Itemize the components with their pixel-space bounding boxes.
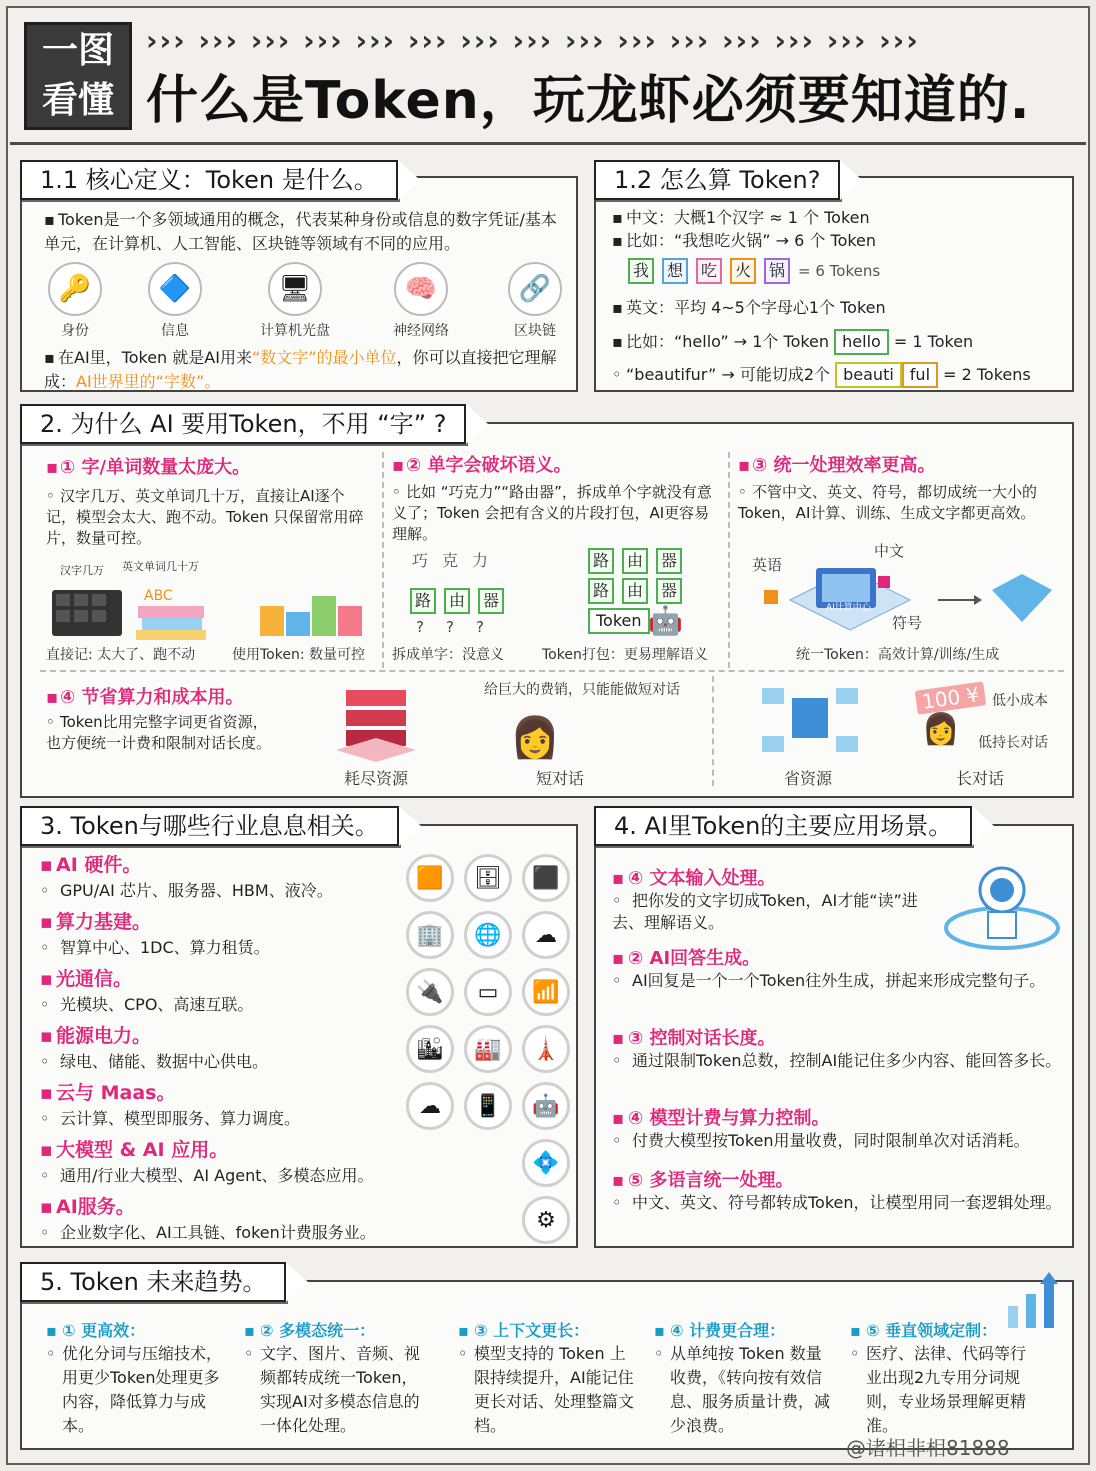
- split-char: 巧: [412, 551, 443, 570]
- s2-c4-cap-4: 长对话: [956, 769, 1005, 788]
- s11-ai-token-d: AI世界里的“字数”。: [76, 372, 221, 391]
- s2-divider-2: [728, 452, 730, 668]
- s3-row-desc: ◦ 光模块、CPO、高速互联。: [40, 995, 254, 1014]
- section-1-2-tab: 1.2 怎么算 Token?: [594, 160, 840, 200]
- s2-c2-cap-1: 拆成单字：没意义: [392, 647, 504, 663]
- s12-line-1: ▪ 中文：大概1个汉字 ≈ 1 个 Token: [612, 208, 870, 227]
- s2-c2-desc: ◦ 比如 “巧克力”“路由器”，拆成单个字就没有意义了；Token 会把有含义的片段打包，AI更容易理解。: [392, 483, 712, 543]
- s5-col-desc-text: 模型支持的 Token 上限持续提升，AI能记住更长对话、处理整篇文档。: [474, 1344, 635, 1435]
- s2-c1-tag-2: 英文单词几十万: [122, 560, 199, 573]
- s5-col-desc-text: 优化分词与压缩技术，用更少Token处理更多内容，降低算力与成本。: [62, 1344, 223, 1435]
- hello-token-box: hello: [834, 329, 889, 355]
- section-3-tab: 3. Token与哪些行业息息相关。: [20, 806, 399, 846]
- s12-line-3: ▪ 英文：平均 4~5个字母心1个 Token: [612, 298, 886, 317]
- s11-ai-token-c: ，你可以直接把它理解成：: [44, 348, 557, 391]
- s2-c1-heading: ▪① 字/单词数量太庞大。: [46, 457, 251, 478]
- s2-c1-heading-text: ① 字/单词数量太庞大。: [60, 457, 251, 478]
- s3-row-heading: ▪ 光通信。: [40, 968, 133, 990]
- s4-item-heading: ▪ ④ 文本输入处理。: [612, 868, 776, 889]
- s2-c2-desc-text: 比如 “巧克力”“路由器”，拆成单个字就没有意义了；Token 会把有含义的片段打包，AI更容易理解。: [392, 483, 712, 543]
- server-stack-icon: [326, 680, 426, 764]
- s4-item-heading: ▪ ④ 模型计费与算力控制。: [612, 1108, 830, 1129]
- key-icon: 🔑: [48, 262, 102, 316]
- s5-col-heading-text: ① 更高效：: [62, 1321, 146, 1340]
- s5-col-heading-text: ④ 计费更合理：: [670, 1321, 786, 1340]
- books-icon: [136, 588, 206, 640]
- s12-line-2-text: 比如：“我想吃火锅” → 6 个 Token: [626, 231, 877, 250]
- route-char: 路: [588, 548, 614, 574]
- s5-col-heading-text: ⑤ 垂直领域定制：: [866, 1321, 998, 1340]
- s3-row-desc: ◦ 企业数字化、AI工具链、foken计费服务业。: [40, 1223, 376, 1242]
- logo-line-1: 一图: [41, 30, 114, 71]
- s2-divider-1: [382, 452, 384, 668]
- section-4-tab: 4. AI里Token的主要应用场景。: [594, 806, 972, 846]
- blocks-icon: [260, 596, 362, 636]
- service-icon: ⚙: [522, 1196, 570, 1244]
- s5-col-desc-text: 文字、图片、音频、视频都转成统一Token，实现AI对多模态信息的一体化处理。: [260, 1344, 421, 1435]
- s2-c4-desc: ◦ Token比用完整字词更省资源，也方便统一计费和限制对话长度。: [46, 713, 272, 752]
- s12-line-4-text: 比如：“hello” → 1个 Token: [626, 332, 830, 351]
- s2-divider-3: [40, 670, 1064, 672]
- char-grid-icon: [52, 590, 122, 636]
- s2-c3-center: AI计算中心: [826, 603, 871, 613]
- s2-c2-token-box: Token: [588, 608, 650, 634]
- s11-icon-label: 计算机光盘: [260, 323, 330, 339]
- switch-icon: ▭: [464, 968, 512, 1016]
- robot-icon: 🤖: [648, 604, 683, 637]
- s4-item-desc: ◦ 通过限制Token总数，控制AI能记住多少内容、能回答多长。: [612, 1051, 1062, 1070]
- s5-col-heading: ▪ ③ 上下文更长：: [458, 1321, 590, 1340]
- route-char: 由: [444, 588, 470, 614]
- s4-item-desc: ◦ AI回复是一个一个Token往外生成，拼起来形成完整句子。: [612, 971, 1046, 990]
- split-char: 力: [472, 551, 503, 570]
- header-divider: [10, 142, 1086, 145]
- s3-row-heading: ▪ 算力基建。: [40, 911, 152, 933]
- beau-eq: = 2 Tokens: [943, 365, 1031, 384]
- s2-c3-sym: 符号: [892, 614, 923, 632]
- header-arrows: ››› ››› ››› ››› ››› ››› ››› ››› ››› ››› ››› ››› ››› ››› ›››: [146, 24, 920, 57]
- route-char: 由: [622, 548, 648, 574]
- s5-col-desc: ◦ 模型支持的 Token 上限持续提升，AI能记住更长对话、处理整篇文档。: [458, 1342, 640, 1438]
- person-icon: 👩: [510, 715, 560, 761]
- chain-icon: 🔗: [508, 262, 562, 316]
- s3-row: [40, 966, 400, 1018]
- s2-c1-desc: ◦ 汉字几万、英文单词几十万，直接让AI逐个记，模型会太大、跑不动。Token 只保留常用碎片，数量可控。: [46, 487, 364, 547]
- s11-definition: ▪ Token是一个多领域通用的概念，代表某种身份或信息的数字凭证/基本单元，在计算机、人工智能、区块链等领域有不同的应用。: [44, 210, 557, 253]
- s3-row-heading-text: 大模型 & AI 应用。: [56, 1139, 229, 1161]
- network-icon: 🌐: [464, 911, 512, 959]
- s2-c2-question: [416, 618, 506, 636]
- section-5-tab: 5. Token 未来趋势。: [20, 1262, 286, 1302]
- q-mark: ?: [445, 618, 476, 636]
- s2-c3-zh: 中文: [874, 542, 905, 560]
- s5-col-desc-text: 从单纯按 Token 数量收费，《转向按有效信息、服务质量计费，减少浪费。: [670, 1344, 831, 1435]
- s2-c2-cap-2: Token打包：更易理解语义: [542, 647, 708, 663]
- s3-row-desc-text: 云计算、模型即服务、算力调度。: [60, 1109, 301, 1128]
- s4-item-heading-text: ③ 控制对话长度。: [628, 1028, 776, 1049]
- route-char: 器: [478, 588, 504, 614]
- route-char: 器: [656, 578, 682, 604]
- s3-row-heading-text: AI服务。: [56, 1196, 135, 1218]
- s3-row-desc-text: 智算中心、1DC、算力租赁。: [60, 938, 270, 957]
- s11-icon-label: 区块链: [514, 323, 556, 339]
- char-box: 吃: [696, 258, 722, 284]
- s4-item-desc: ◦ 把你发的文字切成Token，AI才能“读”进去、理解语义。: [612, 891, 918, 932]
- s5-col-heading-text: ② 多模态统一：: [260, 1321, 376, 1340]
- s2-c4-cap-3: 省资源: [784, 769, 833, 788]
- s3-row: [40, 1137, 400, 1189]
- ai-app-icon: 💠: [522, 1139, 570, 1187]
- beauti-token-box: beauti: [835, 362, 902, 388]
- s2-c1-illustration: [46, 576, 376, 646]
- s4-item-desc-text: 付费大模型按Token用量收费，同时限制单次对话消耗。: [632, 1131, 1030, 1150]
- s2-divider-4: [712, 676, 714, 786]
- s3-row-desc: ◦ 智算中心、1DC、算力租赁。: [40, 938, 270, 957]
- network-server-icon: [758, 682, 862, 762]
- s5-col-desc: ◦ 从单纯按 Token 数量收费，《转向按有效信息、服务质量计费，减少浪费。: [654, 1342, 836, 1438]
- split-char: 克: [442, 551, 473, 570]
- s5-col-desc: ◦ 优化分词与压缩技术，用更少Token处理更多内容，降低算力与成本。: [46, 1342, 228, 1438]
- s3-row-heading-text: AI 硬件。: [56, 854, 142, 876]
- s3-row: [40, 1080, 400, 1132]
- s2-c2-route-b: [588, 578, 690, 604]
- s3-row: [40, 909, 400, 961]
- s2-c2-heading-text: ② 单字会破坏语义。: [406, 455, 572, 476]
- s2-c1-desc-text: 汉字几万、英文单词几十万，直接让AI逐个记，模型会太大、跑不动。Token 只保留常用碎片，数量可控。: [46, 487, 364, 547]
- s4-item-heading-text: ② AI回答生成。: [628, 948, 761, 969]
- s5-col-desc-text: 医疗、法律、代码等行业出现2九专用分词规则，专业场景理解更精准。: [866, 1344, 1027, 1435]
- chars-eq: = 6 Tokens: [798, 262, 881, 280]
- s12-line-4: ▪ 比如：“hello” → 1个 Token hello = 1 Token: [612, 329, 1072, 355]
- s4-item-heading: ▪ ⑤ 多语言统一处理。: [612, 1170, 794, 1191]
- s4-item-heading-text: ④ 文本输入处理。: [628, 868, 776, 889]
- s4-item-desc-text: 通过限制Token总数，控制AI能记住多少内容、能回答多长。: [632, 1051, 1062, 1070]
- s4-item-heading: ▪ ③ 控制对话长度。: [612, 1028, 776, 1049]
- route-char: 由: [622, 578, 648, 604]
- s3-row-heading-text: 算力基建。: [56, 911, 152, 933]
- s3-row-heading: ▪ AI 硬件。: [40, 854, 142, 876]
- page-title: 什么是Token，玩龙虾必须要知道的.: [146, 71, 1031, 131]
- wifi-icon: 📶: [522, 968, 570, 1016]
- s3-row-desc-text: 企业数字化、AI工具链、foken计费服务业。: [60, 1223, 376, 1242]
- city-icon: 🏙: [406, 1025, 454, 1073]
- s2-c3-desc-text: 不管中文、英文、符号，都切成统一大小的Token，AI计算、训练、生成文字都更高效。: [738, 483, 1038, 522]
- robot-icon: 🤖: [522, 1082, 570, 1130]
- logo: [24, 22, 132, 130]
- s5-col-desc: ◦ 医疗、法律、代码等行业出现2九专用分词规则，专业场景理解更精准。: [850, 1342, 1032, 1438]
- logo-line-2: 看懂: [41, 80, 114, 121]
- cable-icon: 🔌: [406, 968, 454, 1016]
- s2-c4-bubble: 给巨大的费销，只能能做短对话: [484, 682, 680, 698]
- s5-col-heading: ▪ ④ 计费更合理：: [654, 1321, 786, 1340]
- chip-icon: 🟧: [406, 854, 454, 902]
- s3-row-heading-text: 能源电力。: [56, 1025, 152, 1047]
- s3-row-heading-text: 云与 Maas。: [56, 1082, 176, 1104]
- s2-c3-desc: ◦ 不管中文、英文、符号，都切成统一大小的Token，AI计算、训练、生成文字都更高效。: [738, 483, 1038, 522]
- factory-icon: 🏭: [464, 1025, 512, 1073]
- s2-c4-heading-text: ④ 节省算力和成本用。: [60, 687, 244, 708]
- watermark: @诸相非相81888: [846, 1436, 1010, 1460]
- s11-icon-label: 信息: [161, 323, 189, 339]
- s3-row-desc-text: GPU/AI 芯片、服务器、HBM、液冷。: [60, 881, 333, 900]
- s12-line-5: ◦ “beautifur” → 可能切成2个 beauti ful = 2 Tokens: [612, 362, 1078, 388]
- s5-col-heading: ▪ ② 多模态统一：: [244, 1321, 376, 1340]
- s2-c4-low-1: 低小成本: [992, 693, 1048, 709]
- s3-row: [40, 852, 400, 904]
- s12-line-3-text: 英文：平均 4~5个字母心1个 Token: [626, 298, 886, 317]
- s2-c3-heading-text: ③ 统一处理效率更高。: [752, 455, 936, 476]
- s2-c2-chars: [412, 548, 502, 571]
- s2-c4-money: 100 ¥: [915, 681, 987, 714]
- s3-row-heading-text: 光通信。: [56, 968, 133, 990]
- section-2-tab: 2. 为什么 AI 要用Token，不用 “字” ?: [20, 404, 466, 444]
- s3-row-heading: ▪ 大模型 & AI 应用。: [40, 1139, 229, 1161]
- hello-eq: = 1 Token: [893, 332, 974, 351]
- s12-line-5-text: “beautifur” → 可能切成2个: [626, 365, 831, 384]
- s2-c4-heading: ▪④ 节省算力和成本用。: [46, 687, 244, 708]
- server-icon: 🗄: [464, 854, 512, 902]
- s2-c1-cap-1: 直接记: 太大了、跑不动: [46, 647, 196, 663]
- s11-ai-token-b: “数文字”的最小单位: [251, 348, 397, 367]
- cloud-server-icon: ☁: [522, 911, 570, 959]
- s12-char-boxes: [628, 258, 1068, 284]
- s2-c3-cap: 统一Token：高效计算/训练/生成: [796, 647, 1000, 663]
- s3-row: [40, 1023, 400, 1075]
- section-1-1-tab: 1.1 核心定义：Token 是什么。: [20, 160, 398, 200]
- s4-item-desc-text: 把你发的文字切成Token，AI才能“读”进去、理解语义。: [612, 891, 918, 932]
- s2-c2-heading: ▪② 单字会破坏语义。: [392, 455, 572, 476]
- s4-item-desc-text: 中文、英文、符号都转成Token，让模型用同一套逻辑处理。: [632, 1193, 1062, 1212]
- s12-line-1-text: 中文：大概1个汉字 ≈ 1 个 Token: [626, 208, 870, 227]
- s3-row-desc: ◦ 绿电、储能、数据中心供电。: [40, 1052, 269, 1071]
- s3-row-desc: ◦ GPU/AI 芯片、服务器、HBM、液冷。: [40, 881, 333, 900]
- s4-item-heading: ▪ ② AI回答生成。: [612, 948, 761, 969]
- s5-col-desc: ◦ 文字、图片、音频、视频都转成统一Token，实现AI对多模态信息的一体化处理。: [244, 1342, 426, 1438]
- s2-c3-heading: ▪③ 统一处理效率更高。: [738, 455, 936, 476]
- tower-icon: 🗼: [522, 1025, 570, 1073]
- s2-c1-cap-2: 使用Token: 数量可控: [232, 647, 365, 663]
- cloud-icon: ☁: [406, 1082, 454, 1130]
- route-char: 路: [410, 588, 436, 614]
- s3-row: [40, 1194, 400, 1246]
- s2-c4-cap-1: 耗尽资源: [344, 769, 409, 788]
- s11-ai-token-a: 在AI里，Token 就是AI用来: [58, 348, 252, 367]
- s11-ai-token: ▪ 在AI里，Token 就是AI用来“数文字”的最小单位，你可以直接把它理解成：AI世界里的“字数”。: [44, 348, 557, 391]
- s11-definition-text: Token是一个多领域通用的概念，代表某种身份或信息的数字凭证/基本单元，在计算机、人工智能、区块链等领域有不同的应用。: [44, 210, 557, 253]
- cube-icon: ⬛: [522, 854, 570, 902]
- char-box: 锅: [764, 258, 790, 284]
- route-char: 路: [588, 578, 614, 604]
- q-mark: ?: [416, 618, 446, 636]
- char-box: 我: [628, 258, 654, 284]
- s11-icon-label: 神经网络: [393, 323, 449, 339]
- s2-c4-cap-2: 短对话: [536, 769, 585, 788]
- s4-item-desc: ◦ 付费大模型按Token用量收费，同时限制单次对话消耗。: [612, 1131, 1030, 1150]
- s3-row-heading: ▪ 能源电力。: [40, 1025, 152, 1047]
- s2-c3-en: 英语: [752, 556, 783, 574]
- computer-icon: 🖥: [268, 262, 322, 316]
- s3-row-desc-text: 绿电、储能、数据中心供电。: [60, 1052, 269, 1071]
- ful-token-box: ful: [902, 362, 938, 388]
- s4-item-desc-text: AI回复是一个一个Token往外生成，拼起来形成完整句子。: [632, 971, 1046, 990]
- s2-c1-tag-1: 汉字几万: [60, 564, 104, 577]
- chip-icon: 🔷: [148, 262, 202, 316]
- s3-row-desc-text: 光模块、CPO、高速互联。: [60, 995, 254, 1014]
- s2-c4-desc-text: Token比用完整字词更省资源，也方便统一计费和限制对话长度。: [46, 713, 272, 752]
- char-box: 想: [662, 258, 688, 284]
- s11-icon-label: 身份: [61, 323, 89, 339]
- s5-col-heading-text: ③ 上下文更长：: [474, 1321, 590, 1340]
- person-icon-2: 👩: [922, 712, 960, 747]
- ai-center-icon: [760, 560, 1060, 640]
- s4-item-heading-text: ④ 模型计费与算力控制。: [628, 1108, 830, 1129]
- s4-item-desc: ◦ 中文、英文、符号都转成Token，让模型用同一套逻辑处理。: [612, 1193, 1062, 1212]
- s5-col-heading: ▪ ⑤ 垂直领域定制：: [850, 1321, 998, 1340]
- astronaut-robot-icon: [940, 850, 1064, 960]
- s12-line-2: ▪ 比如：“我想吃火锅” → 6 个 Token: [612, 231, 877, 250]
- q-mark: ?: [475, 618, 506, 636]
- s3-row-desc: ◦ 云计算、模型即服务、算力调度。: [40, 1109, 301, 1128]
- char-box: 火: [730, 258, 756, 284]
- s2-c4-low-2: 低持长对话: [978, 735, 1048, 751]
- s2-c2-route-a: [588, 548, 690, 574]
- svg-text:ABC: ABC: [144, 588, 173, 604]
- s3-row-heading: ▪ AI服务。: [40, 1196, 135, 1218]
- phone-icon: 📱: [464, 1082, 512, 1130]
- s2-c2-route-split: [410, 588, 512, 614]
- s3-row-desc-text: 通用/行业大模型、AI Agent、多模态应用。: [60, 1166, 374, 1185]
- route-char: 器: [656, 548, 682, 574]
- s4-item-heading-text: ⑤ 多语言统一处理。: [628, 1170, 794, 1191]
- datacenter-icon: 🏢: [406, 911, 454, 959]
- s3-row-desc: ◦ 通用/行业大模型、AI Agent、多模态应用。: [40, 1166, 374, 1185]
- growth-arrows-icon: [1000, 1272, 1070, 1332]
- brain-icon: 🧠: [394, 262, 448, 316]
- s5-col-heading: ▪ ① 更高效：: [46, 1321, 146, 1340]
- s3-row-heading: ▪ 云与 Maas。: [40, 1082, 176, 1104]
